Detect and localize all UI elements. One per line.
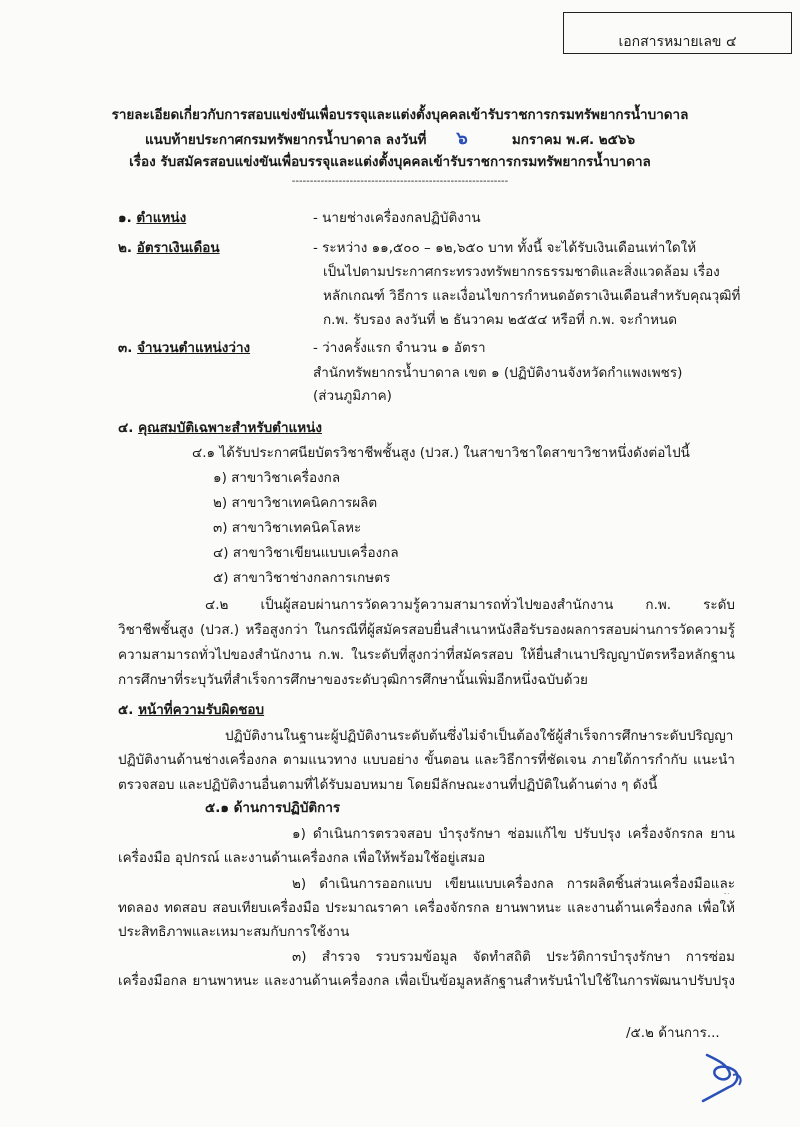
duty-item: ๒) ดำเนินการออกแบบ เขียนแบบเครื่องกล การผลิตชิ้นส่วนเครื่องมือและ [292, 876, 735, 892]
duty-item: เครื่องมือ อุปกรณ์ และงานด้านเครื่องกล เพื่อให้พร้อมใช้อยู่เสมอ [118, 850, 486, 866]
document-number-box [563, 12, 792, 54]
divider: ------------------------------------------------------------ [291, 176, 509, 187]
field-item: ๓) สาขาวิชาเทคนิคโลหะ [213, 520, 362, 536]
duty-item: ทดลอง ทดสอบ สอบเทียบเครื่องมือ ประมาณราคา เครื่องจักรกล ยานพาหนะ และงานด้านเครื่องกล เพื่อให้ [118, 900, 735, 916]
field-item: ๑) สาขาวิชาเครื่องกล [213, 470, 341, 486]
title-line-1: รายละเอียดเกี่ยวกับการสอบแข่งขันเพื่อบรรจุและแต่งตั้งบุคคลเข้ารับราชการกรมทรัพยากรน้ำบาดาล [111, 107, 689, 123]
vacancy-line: สำนักทรัพยากรน้ำบาดาล เขต ๑ (ปฏิบัติงานจังหวัดกำแพงเพชร) [313, 365, 683, 381]
field-item: ๔) สาขาวิชาเขียนแบบเครื่องกล [213, 545, 399, 561]
vacancy-line: - ว่างครั้งแรก จำนวน ๑ อัตรา [313, 340, 486, 356]
position-value: - นายช่างเครื่องกลปฏิบัติงาน [313, 210, 481, 226]
duty-intro: ตรวจสอบ และปฏิบัติงานอื่นตามที่ได้รับมอบหมาย โดยมีลักษณะงานที่ปฏิบัติในด้านต่าง ๆ ดังนี้ [118, 777, 658, 793]
duty-intro: ปฏิบัติงานด้านช่างเครื่องกล ตามแนวทาง แบบอย่าง ขั้นตอน และวิธีการที่ชัดเจน ภายใต้การกำกับ แนะนำ [118, 752, 735, 768]
duty-item: ประสิทธิภาพและเหมาะสมกับการใช้งาน [118, 924, 350, 940]
handwritten-day: ๖ [456, 128, 468, 149]
title-line-2 [0, 129, 790, 150]
salary-line: หลักเกณฑ์ วิธีการ และเงื่อนไขการกำหนดอัตราเงินเดือนสำหรับคุณวุฒิที่ [323, 288, 741, 304]
title-line-3: เรื่อง รับสมัครสอบแข่งขันเพื่อบรรจุและแต่งตั้งบุคคลเข้ารับราชการกรมทรัพยากรน้ำบาดาล [129, 154, 651, 170]
duty-intro: ปฏิบัติงานในฐานะผู้ปฏิบัติงานระดับต้นซึ่งไม่จำเป็นต้องใช้ผู้สำเร็จการศึกษาระดับปริญญา [225, 728, 734, 744]
qualification-4-2: วิชาชีพชั้นสูง (ปวส.) หรือสูงกว่า ในกรณีที่ผู้สมัครสอบยื่นสำเนาหนังสือรับรองผลการสอบผ่านการวัดความรู้ [118, 622, 735, 638]
qualification-4-2: ความสามารถทั่วไปของสำนักงาน ก.พ. ในระดับที่สูงกว่าที่สมัครสอบ ให้ยื่นสำเนาปริญญาบัตรหรือหลักฐาน [118, 647, 735, 663]
section-1-heading: ๑. ตำแหน่ง [118, 210, 187, 226]
salary-line: ก.พ. รับรอง ลงวันที่ ๒ ธันวาคม ๒๕๕๔ หรือที่ ก.พ. จะกำหนด [323, 312, 677, 328]
subsection-5-1: ๕.๑ ด้านการปฏิบัติการ [205, 800, 341, 816]
section-3-heading: ๓. จำนวนตำแหน่งว่าง [118, 340, 251, 356]
duty-item: ๓) สำรวจ รวบรวมข้อมูล จัดทำสถิติ ประวัติการบำรุงรักษา การซ่อม [292, 949, 735, 965]
section-4-heading: ๔. คุณสมบัติเฉพาะสำหรับตำแหน่ง [118, 420, 322, 436]
qualification-4-2: การศึกษาที่ระบุวันที่สำเร็จการศึกษาของระดับวุฒิการศึกษานั้นเพิ่มอีกหนึ่งฉบับด้วย [118, 672, 588, 688]
salary-line: เป็นไปตามประกาศกระทรวงทรัพยากรธรรมชาติและสิ่งแวดล้อม เรื่อง [323, 264, 720, 280]
field-item: ๒) สาขาวิชาเทคนิคการผลิต [213, 495, 378, 511]
duty-item: ๑) ดำเนินการตรวจสอบ บำรุงรักษา ซ่อมแก้ไข ปรับปรุง เครื่องจักรกล ยาน [292, 826, 735, 842]
salary-line: - ระหว่าง ๑๑,๕๐๐ – ๑๒,๖๕๐ บาท ทั้งนี้ จะได้รับเงินเดือนเท่าใดให้ [313, 240, 697, 256]
vacancy-line: (ส่วนภูมิภาค) [313, 388, 392, 404]
title-prefix: แนบท้ายประกาศกรมทรัพยากรน้ำบาดาล ลงวันที่ [144, 132, 427, 148]
continued-note: /๕.๒ ด้านการ... [626, 1025, 720, 1041]
qualification-4-2: ๔.๒ เป็นผู้สอบผ่านการวัดความรู้ความสามารถทั่วไปของสำนักงาน ก.พ. ระดับ [205, 597, 735, 613]
signature-icon [695, 1045, 755, 1105]
section-2-heading: ๒. อัตราเงินเดือน [118, 240, 220, 256]
duty-item: เครื่องมือกล ยานพาหนะ และงานด้านเครื่องกล เพื่อเป็นข้อมูลหลักฐานสำหรับนำไปใช้ในการพัฒนาปรับปรุง [118, 973, 735, 989]
field-item: ๕) สาขาวิชาช่างกลการเกษตร [213, 570, 391, 586]
section-5-heading: ๕. หน้าที่ความรับผิดชอบ [118, 702, 265, 718]
document-number: เอกสารหมายเลข ๔ [618, 34, 737, 50]
title-date: มกราคม พ.ศ. ๒๕๖๖ [511, 132, 636, 148]
qualification-4-1: ๔.๑ ได้รับประกาศนียบัตรวิชาชีพชั้นสูง (ปวส.) ในสาขาวิชาใดสาขาวิชาหนึ่งดังต่อไปนี้ [192, 445, 690, 461]
